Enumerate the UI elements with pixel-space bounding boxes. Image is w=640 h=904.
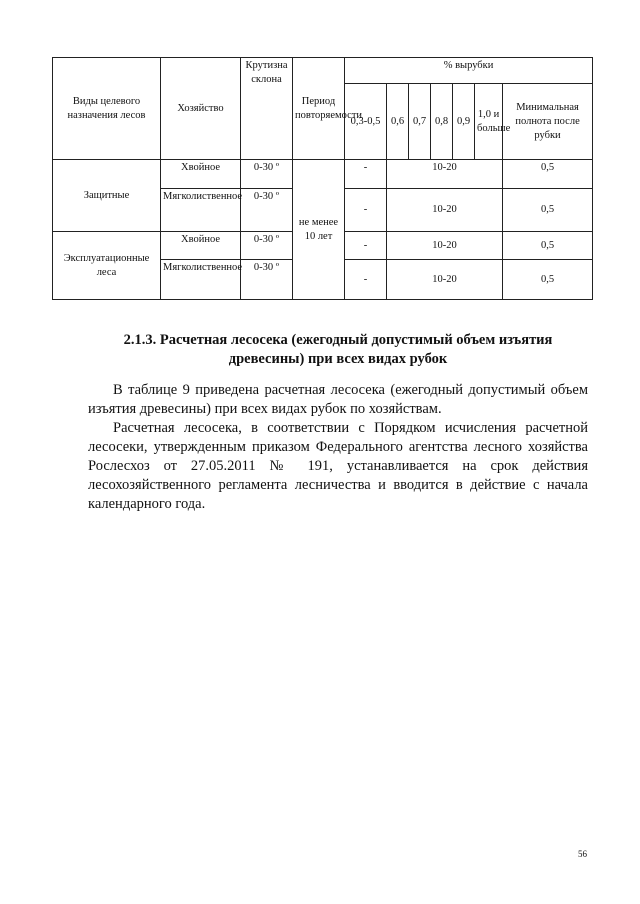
pct-06-10-cell: 10-20 (387, 260, 503, 300)
header-col-10-plus: 1,0 и больше (475, 84, 503, 160)
min-density-cell: 0,5 (503, 232, 593, 260)
page-number: 56 (578, 849, 587, 859)
pct-06-10-cell: 10-20 (387, 189, 503, 232)
purpose-cell: Эксплуатационные леса (53, 232, 161, 300)
min-density-cell: 0,5 (503, 160, 593, 189)
paragraph-text: Расчетная лесосека, в соответствии с Порядком исчисления расчетной лесосеки, утвержденным приказом Федерального агентства лесного хозяйства Рослесхоз от 27.05.2011 № 191, устанавливается на срок действия лесохозяйственного регламента лесничества и вводится в действие с начала календарного года. (88, 420, 588, 512)
pct-03-05-cell: - (345, 160, 387, 189)
slope-cell: 0-30 º (241, 232, 293, 260)
slope-cell: 0-30 º (241, 189, 293, 232)
pct-03-05-cell: - (345, 189, 387, 232)
header-slope: Крутизна склона (241, 58, 293, 160)
header-felling-pct: % вырубки (345, 58, 593, 84)
header-col-06: 0,6 (387, 84, 409, 160)
header-col-03-05: 0,3-0,5 (345, 84, 387, 160)
header-col-07: 0,7 (409, 84, 431, 160)
header-col-09: 0,9 (453, 84, 475, 160)
farm-cell: Мягколиственное (161, 260, 241, 300)
paragraph (88, 381, 588, 419)
purpose-cell: Защитные (53, 160, 161, 232)
header-farm: Хозяйство (161, 58, 241, 160)
section-heading: 2.1.3. Расчетная лесосека (ежегодный допустимый объем изъятия древесины) при всех видах рубок (123, 332, 553, 367)
header-purpose: Виды целевого назначения лесов (53, 58, 161, 160)
min-density-cell: 0,5 (503, 189, 593, 232)
farm-cell: Хвойное (161, 160, 241, 189)
table-row (53, 160, 593, 189)
paragraph (88, 419, 588, 514)
slope-cell: 0-30 º (241, 260, 293, 300)
pct-03-05-cell: - (345, 260, 387, 300)
min-density-cell: 0,5 (503, 260, 593, 300)
pct-06-10-cell: 10-20 (387, 160, 503, 189)
header-period: Период повторяемости (293, 58, 345, 160)
farm-cell: Мягколиственное (161, 189, 241, 232)
farm-cell: Хвойное (161, 232, 241, 260)
header-col-08: 0,8 (431, 84, 453, 160)
pct-06-10-cell: 10-20 (387, 232, 503, 260)
period-cell: не менее 10 лет (293, 160, 345, 300)
pct-03-05-cell: - (345, 232, 387, 260)
felling-table (52, 57, 593, 300)
paragraph-text: В таблице 9 приведена расчетная лесосека (ежегодный допустимый объем изъятия древесины) при всех видах рубок по хозяйствам. (88, 382, 588, 417)
slope-cell: 0-30 º (241, 160, 293, 189)
header-min-density: Минимальная полнота после рубки (503, 84, 593, 160)
